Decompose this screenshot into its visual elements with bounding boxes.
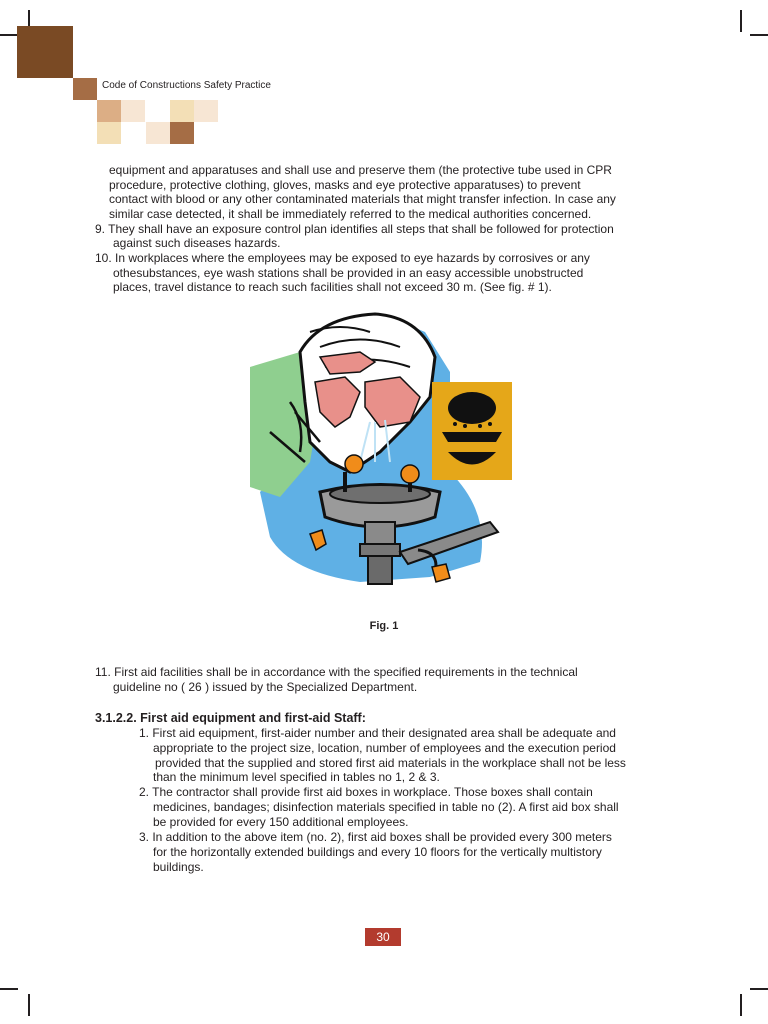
- header-decor-square: [121, 100, 145, 122]
- body-line: equipment and apparatuses and shall use and preserve them (the protective tube used in CPR: [109, 163, 612, 177]
- header-decor-square: [194, 100, 218, 122]
- crop-mark: [740, 994, 742, 1016]
- crop-mark: [28, 994, 30, 1016]
- section-list-item-1: 1. First aid equipment, first-aider number and their designated area shall be adequate and: [139, 726, 616, 740]
- section-heading: 3.1.2.2. First aid equipment and first-aid Staff:: [95, 711, 366, 725]
- body-line: buildings.: [153, 860, 204, 874]
- crop-mark: [740, 10, 742, 32]
- section-list-item-3: 3. In addition to the above item (no. 2), first aid boxes shall be provided every 300 meters: [139, 830, 612, 844]
- body-line: similar case detected, it shall be immediately referred to the medical authorities concerned.: [109, 207, 592, 221]
- header-decor-square: [170, 122, 194, 144]
- page-number-badge: 30: [365, 928, 401, 946]
- crop-mark: [0, 988, 18, 990]
- crop-mark: [750, 988, 768, 990]
- running-header: Code of Constructions Safety Practice: [102, 80, 271, 91]
- body-line: for the horizontally extended buildings and every 10 floors for the vertically multistory: [153, 845, 602, 859]
- header-decor-square: [73, 78, 97, 100]
- header-decor-square: [97, 122, 121, 144]
- header-decor-square: [170, 100, 194, 122]
- header-decor-square: [97, 100, 121, 122]
- body-line: places, travel distance to reach such facilities shall not exceed 30 m. (See fig. # 1).: [113, 280, 552, 294]
- body-line: be provided for every 150 additional employees.: [153, 815, 409, 829]
- list-item-9: 9. They shall have an exposure control plan identifies all steps that shall be followed for protection: [95, 222, 614, 236]
- body-line: medicines, bandages; disinfection materials specified in table no (2). A first aid box shall: [153, 800, 619, 814]
- crop-mark: [750, 34, 768, 36]
- body-line: provided that the supplied and stored first aid materials in the workplace shall not be less: [155, 756, 626, 770]
- header-decor-square: [17, 26, 73, 78]
- figure-caption: Fig. 1: [369, 620, 399, 632]
- crop-mark: [0, 34, 18, 36]
- body-line: othesubstances, eye wash stations shall be provided in an easy accessible unobstructed: [113, 266, 584, 280]
- body-line: guideline no ( 26 ) issued by the Specialized Department.: [113, 680, 418, 694]
- section-list-item-2: 2. The contractor shall provide first aid boxes in workplace. Those boxes shall contain: [139, 785, 593, 799]
- body-line: than the minimum level specified in tables no 1, 2 & 3.: [153, 770, 440, 784]
- body-line: appropriate to the project size, location, number of employees and the execution period: [153, 741, 616, 755]
- body-line: against such diseases hazards.: [113, 236, 281, 250]
- eyewash-station-illustration: [250, 312, 515, 592]
- list-item-11: 11. First aid facilities shall be in accordance with the specified requirements in the technical: [95, 665, 578, 679]
- list-item-10: 10. In workplaces where the employees may be exposed to eye hazards by corrosives or any: [95, 251, 590, 265]
- header-decor-square: [146, 122, 170, 144]
- body-line: procedure, protective clothing, gloves, masks and eye protective apparatuses) to prevent: [109, 178, 581, 192]
- body-line: contact with blood or any other contaminated materials that might transfer infection. In case any: [109, 192, 616, 206]
